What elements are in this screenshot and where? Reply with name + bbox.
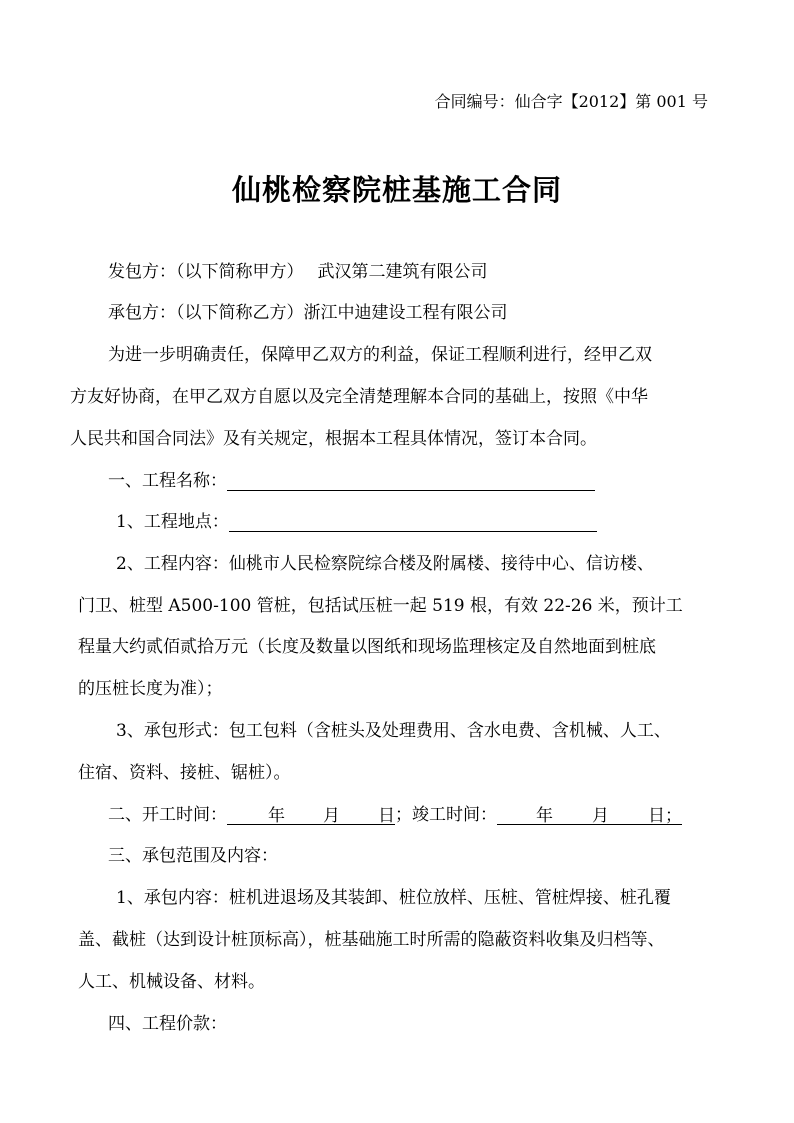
contract-number: 合同编号：仙合字【2012】第 001 号 bbox=[434, 92, 708, 111]
project-content-line-2: 门卫、桩型 A500-100 管桩，包括试压桩一起 519 根，有效 22-26 米，预计工 bbox=[78, 596, 683, 616]
start-time-label: 二、开工时间： bbox=[108, 805, 227, 825]
contract-form-line-2: 住宿、资料、接桩、锯桩）。 bbox=[78, 763, 291, 783]
section-1-heading-line bbox=[108, 471, 595, 491]
start-day-unit: 日 bbox=[378, 806, 395, 826]
end-punctuation: ； bbox=[665, 806, 682, 826]
section-4-heading: 四、工程价款： bbox=[108, 1014, 227, 1034]
document-title: 仙桃检察院桩基施工合同 bbox=[231, 173, 562, 207]
preamble-line-3: 人民共和国合同法》及有关规定，根据本工程具体情况，签订本合同。 bbox=[70, 429, 597, 449]
preamble-line-1: 为进一步明确责任，保障甲乙双方的利益，保证工程顺利进行，经甲乙双 bbox=[108, 345, 652, 365]
project-location-label: 1、工程地点： bbox=[116, 512, 229, 532]
end-month-unit: 月 bbox=[592, 806, 609, 826]
start-date-blank bbox=[227, 806, 395, 825]
end-date-blank bbox=[497, 806, 682, 825]
party-b-label: 承包方：（以下简称乙方） bbox=[108, 303, 304, 323]
project-content-line-3: 程量大约贰佰贰拾万元（长度及数量以图纸和现场监理核定及自然地面到桩底 bbox=[78, 637, 656, 657]
start-year-unit: 年 bbox=[268, 806, 285, 826]
project-location-line bbox=[116, 512, 597, 532]
section-2-dates-line bbox=[108, 805, 682, 825]
party-b-line bbox=[108, 303, 508, 323]
scope-content-line-2: 盖、截桩（达到设计桩顶标高），桩基础施工时所需的隐蔽资料收集及归档等、 bbox=[78, 930, 665, 950]
project-location-blank bbox=[229, 513, 597, 532]
scope-content-line-1: 1、承包内容：桩机进退场及其装卸、桩位放样、压桩、管桩焊接、桩孔覆 bbox=[116, 888, 671, 908]
section-3-heading: 三、承包范围及内容： bbox=[108, 846, 278, 866]
party-a-name: 武汉第二建筑有限公司 bbox=[317, 262, 488, 282]
project-content-line-1: 2、工程内容：仙桃市人民检察院综合楼及附属楼、接待中心、信访楼、 bbox=[116, 554, 654, 574]
project-name-blank bbox=[227, 472, 595, 491]
end-year-unit: 年 bbox=[536, 806, 553, 826]
section-1-heading: 一、工程名称： bbox=[108, 471, 227, 491]
party-a-label: 发包方：（以下简称甲方） bbox=[108, 262, 304, 282]
party-a-line bbox=[108, 262, 488, 282]
end-day-unit: 日 bbox=[648, 806, 665, 826]
party-b-name: 浙江中迪建设工程有限公司 bbox=[303, 303, 508, 323]
preamble-line-2: 方友好协商，在甲乙双方自愿以及完全清楚理解本合同的基础上，按照《中华 bbox=[70, 387, 648, 407]
start-month-unit: 月 bbox=[323, 806, 340, 826]
end-time-label: ；竣工时间： bbox=[395, 805, 497, 825]
scope-content-line-3: 人工、机械设备、材料。 bbox=[78, 972, 265, 992]
project-content-line-4: 的压桩长度为准）； bbox=[78, 679, 223, 699]
contract-form-line-1: 3、承包形式：包工包料（含桩头及处理费用、含水电费、含机械、人工、 bbox=[116, 721, 671, 741]
